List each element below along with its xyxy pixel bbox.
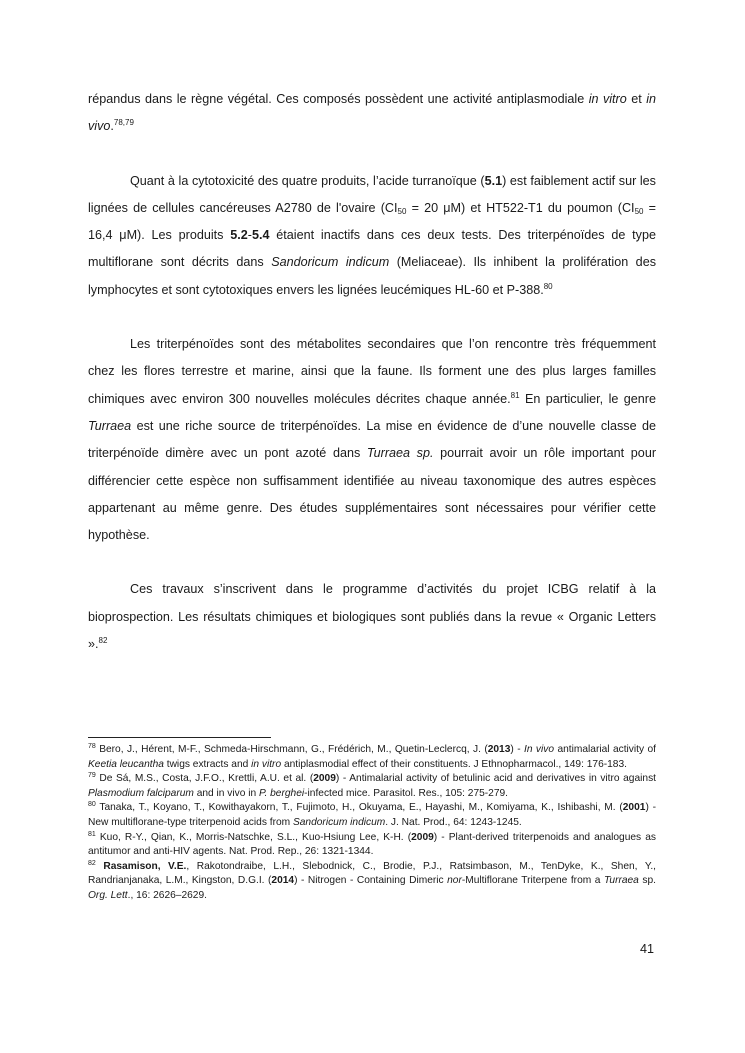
text: antimalarial activity of	[554, 744, 656, 755]
footnote-separator	[88, 737, 271, 738]
footnote-number: 79	[88, 772, 96, 780]
year: 2009	[313, 773, 336, 785]
author-bold: Rasamison, V.E.	[103, 860, 187, 872]
text: .	[110, 119, 114, 134]
italic-text: Turraea sp.	[366, 446, 434, 461]
year: 2014	[271, 875, 295, 887]
italic-text: nor	[447, 875, 462, 887]
text: ) - Plant-derived triterpenoids and analogues as antitumor and anti-HIV agents. Nat. Prod. Rep., 26: 1321-1344.	[88, 831, 656, 858]
text: ) - New multiflorane-type triterpenoid acids from	[88, 802, 656, 828]
italic-text: Org. Lett	[88, 889, 128, 901]
text: Tanaka, T., Koyano, T., Kowithayakorn, T., Fujimoto, H., Okuyama, E., Hayashi, M., Komiyama, K., Ishibashi, M. (	[95, 802, 623, 814]
text: est une riche source de triterpénoïdes. La mise en évidence de d’une nouvelle classe de triterpénoïde dimère avec un pont azoté dans	[88, 418, 656, 461]
text: répandus dans le règne végétal. Ces composés possèdent une activité antiplasmodiale	[88, 92, 589, 106]
text: ) - Nitrogen - Containing Dimeric	[294, 875, 448, 887]
text: Ces travaux s’inscrivent dans le programme d’activités du projet ICBG relatif à la bioprospection. Les résultats chimiques et biologiques sont publiés dans la revue « Organic Letters ».	[88, 582, 656, 652]
text: Kuo, R-Y., Qian, K., Morris-Natschke, S.L., Kuo-Hsiung Lee, K-H. (	[95, 831, 412, 843]
text: étaient inactifs dans ces deux tests. Des triterpénoïdes de type multiflorane sont décrits dans	[88, 228, 656, 270]
year: 2013	[487, 744, 511, 755]
footnote-number: 78	[88, 743, 96, 750]
italic-text: P. berghei	[259, 787, 305, 799]
text: sp.	[638, 875, 656, 887]
footnote-ref[interactable]: 80	[543, 281, 553, 291]
italic-text: Plasmodium falciparum	[88, 787, 194, 799]
text: (Meliaceae). Ils inhibent la prolifération des lymphocytes et sont cytotoxiques envers les lignées leucémiques HL-60 et P-388.	[88, 255, 656, 297]
compound-number: 5.4	[251, 228, 270, 243]
year: 2001	[622, 802, 646, 814]
text: ) est faiblement actif sur les lignées de cellules cancéreuses A2780 de l'ovaire (CI	[88, 173, 656, 215]
main-text	[88, 86, 656, 658]
paragraph-3	[88, 331, 656, 549]
italic-text: Sandoricum indicum	[292, 816, 386, 828]
paragraph-1	[88, 86, 656, 141]
footnote-ref[interactable]: 78,79	[113, 118, 134, 128]
text: -	[247, 228, 252, 243]
text: antiplasmodial effect of their constituents. J Ethnopharmacol., 149: 176-183.	[281, 758, 627, 770]
footnote-ref[interactable]: 82	[98, 636, 108, 646]
text: , Rakotondraibe, L.H., Slebodnick, C., Brodie, P.J., Ratsimbason, M., TenDyke, K., Shen, Y., Randrianjanaka, L.M., Kingston, D.G.I. (	[88, 860, 656, 887]
text: De Sá, M.S., Costa, J.F.O., Krettli, A.U. et al. (	[95, 773, 314, 785]
text: Bero, J., Hérent, M-F., Schmeda-Hirschmann, G., Frédérich, M., Quetin-Leclercq, J. (	[95, 744, 488, 755]
footnote-78	[88, 743, 656, 772]
compound-number: 5.1	[484, 173, 503, 188]
page-number: 41	[640, 942, 655, 956]
text: = 20 μM) et HT522-T1 du poumon (CI	[406, 200, 635, 215]
compound-number: 5.2	[230, 228, 248, 243]
text: Les triterpénoïdes sont des métabolites secondaires que l’on rencontre très fréquemment chez les flores terrestre et marine, ainsi que la faune. Ils forment une des plus larges familles chimiques avec environ 300 nouvelles molécules décrites chaque année.	[88, 337, 656, 406]
italic-text: Turraea	[603, 875, 639, 887]
italic-text: in vitro	[251, 758, 282, 770]
footnote-79	[88, 772, 656, 801]
italic-text: in vivo	[88, 92, 656, 134]
footnote-number: 80	[88, 801, 96, 809]
text: ., 16: 2626–2629.	[127, 889, 207, 901]
text: -Multiflorane Triterpene from a	[461, 875, 604, 887]
paragraph-2	[88, 168, 656, 304]
footnote-80	[88, 801, 656, 830]
text: En particulier, le genre	[519, 391, 656, 406]
subscript: 50	[397, 206, 407, 216]
paragraph-4	[88, 576, 656, 658]
footnote-number: 82	[88, 859, 96, 867]
italic-text: Turraea	[88, 418, 132, 433]
subscript: 50	[634, 206, 644, 216]
text: Quant à la cytotoxicité des quatre produits, l’acide turranoïque (	[130, 173, 485, 188]
text: = 16,4 μM). Les produits	[88, 200, 656, 243]
italic-text: Keetia leucantha	[88, 758, 164, 770]
text: ) - Antimalarial activity of betulinic acid and derivatives in vitro against	[335, 773, 656, 785]
text: ) -	[510, 744, 524, 755]
footnote-number: 81	[88, 830, 96, 838]
italic-text: in vitro	[588, 92, 627, 106]
footnote-ref[interactable]: 81	[510, 390, 520, 400]
text: . J. Nat. Prod., 64: 1243-1245.	[385, 816, 522, 828]
italic-text: Sandoricum indicum	[271, 255, 390, 270]
text: -infected mice. Parasitol. Res., 105: 275-279.	[304, 787, 508, 799]
text: et	[626, 92, 647, 106]
text: and in vivo in	[193, 787, 259, 799]
footnote-81	[88, 831, 656, 860]
year: 2009	[411, 831, 434, 843]
footnote-82	[88, 860, 656, 904]
footnotes	[88, 743, 656, 904]
italic-text: In vivo	[524, 744, 555, 755]
text: pourrait avoir un rôle important pour différencier cette espèce non suffisamment identifiée au niveau taxonomique des autres espèces appartenant au même genre. Des études supplémentaires sont nécessaires pour vérifier cette hypothèse.	[88, 446, 657, 543]
text: twigs extracts and	[163, 758, 252, 770]
